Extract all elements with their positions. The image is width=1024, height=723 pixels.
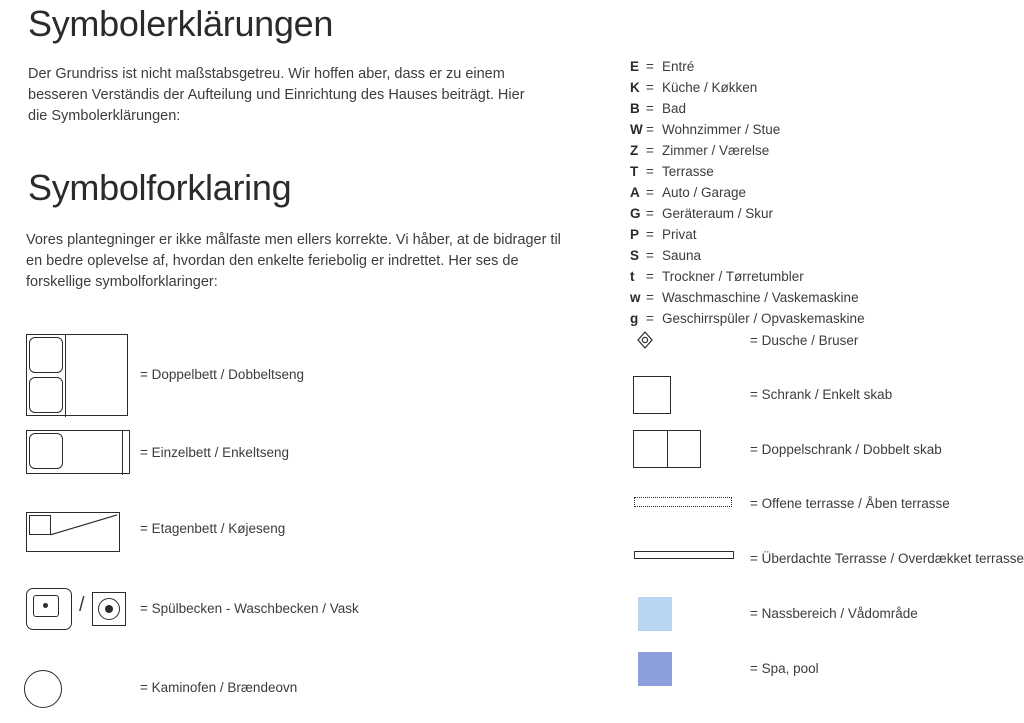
- sink-drain-dot: [43, 603, 48, 608]
- abbreviation-equals: =: [646, 164, 654, 179]
- spa-pool-swatch-icon: [638, 652, 672, 686]
- abbreviation-equals: =: [646, 143, 654, 158]
- abbreviation-equals: =: [646, 290, 654, 305]
- open-terrace-icon: [634, 497, 732, 507]
- bed-divider-line: [65, 335, 66, 417]
- abbreviation-row: [630, 224, 865, 245]
- abbreviation-row: [630, 56, 865, 77]
- bed-divider-line: [122, 431, 123, 475]
- abbreviation-text: Zimmer / Værelse: [662, 143, 770, 158]
- abbreviation-text: Geschirrspüler / Opvaskemaskine: [662, 311, 865, 326]
- open-terrace-label: = Offene terrasse / Åben terrasse: [750, 496, 950, 511]
- abbreviation-key: B: [630, 101, 640, 116]
- abbreviation-row: [630, 266, 865, 287]
- fireplace-stove-icon: [24, 670, 62, 708]
- abbreviation-equals: =: [646, 59, 654, 74]
- abbreviation-key: S: [630, 248, 640, 263]
- abbreviation-key: T: [630, 164, 639, 179]
- abbreviation-text: Sauna: [662, 248, 702, 263]
- abbreviation-equals: =: [646, 185, 654, 200]
- cabinet-label: = Schrank / Enkelt skab: [750, 387, 893, 402]
- washbasin-icon: [92, 592, 126, 626]
- abbreviation-row: [630, 182, 865, 203]
- washbasin-drain-dot: [105, 605, 113, 613]
- abbreviation-row: [630, 98, 865, 119]
- bunk-diagonal-line: [27, 513, 119, 551]
- intro-paragraph-dk: Vores plantegninger er ikke målfaste men ellers korrekte. Vi håber, at de bidrager til en bedre oplevelse af, hvordan den enkelte feriebolig er indrettet. Her ses de forskellige symbolforklaringer:: [26, 232, 561, 290]
- abbreviation-equals: =: [646, 206, 654, 221]
- single-bed-icon: [26, 430, 130, 474]
- abbreviation-equals: =: [646, 269, 654, 284]
- covered-terrace-label: = Überdachte Terrasse / Overdækket terrasse: [750, 551, 1024, 566]
- abbreviation-equals: =: [646, 80, 654, 95]
- sink-washbasin-label: = Spülbecken - Waschbecken / Vask: [140, 601, 359, 616]
- abbreviation-text: Bad: [662, 101, 687, 116]
- abbreviation-key: G: [630, 206, 641, 221]
- abbreviation-key: t: [630, 269, 635, 284]
- double-cabinet-icon: [633, 430, 701, 468]
- abbreviation-text: Küche / Køkken: [662, 80, 758, 95]
- abbreviation-equals: =: [646, 227, 654, 242]
- abbreviation-equals: =: [646, 101, 654, 116]
- abbreviation-key: w: [630, 290, 641, 305]
- wet-area-swatch-icon: [638, 597, 672, 631]
- shower-label: = Dusche / Bruser: [750, 333, 859, 348]
- abbreviation-equals: =: [646, 311, 654, 326]
- wet-area-label: = Nassbereich / Vådområde: [750, 606, 918, 621]
- cabinet-icon: [633, 376, 671, 414]
- abbreviation-text: Auto / Garage: [662, 185, 747, 200]
- covered-terrace-icon: [634, 551, 734, 559]
- abbreviation-key: W: [630, 122, 643, 137]
- cabinet-divider-line: [667, 431, 668, 467]
- abbreviation-text: Entré: [662, 59, 695, 74]
- abbreviation-equals: =: [646, 122, 654, 137]
- abbreviation-list: [630, 56, 865, 329]
- abbreviation-text: Waschmaschine / Vaskemaskine: [662, 290, 859, 305]
- abbreviation-row: [630, 119, 865, 140]
- spa-pool-label: = Spa, pool: [750, 661, 819, 676]
- shower-icon: [635, 330, 655, 350]
- abbreviation-text: Terrasse: [662, 164, 714, 179]
- bunk-bed-icon: [26, 512, 120, 552]
- double-bed-icon: [26, 334, 128, 416]
- abbreviation-key: A: [630, 185, 640, 200]
- double-bed-label: = Doppelbett / Dobbeltseng: [140, 367, 304, 382]
- abbreviation-text: Geräteraum / Skur: [662, 206, 774, 221]
- abbreviation-key: K: [630, 80, 640, 95]
- abbreviation-text: Privat: [662, 227, 697, 242]
- double-cabinet-label: = Doppelschrank / Dobbelt skab: [750, 442, 942, 457]
- abbreviation-row: [630, 77, 865, 98]
- abbreviation-text: Trockner / Tørretumbler: [662, 269, 804, 284]
- abbreviation-row: [630, 308, 865, 329]
- abbreviation-row: [630, 140, 865, 161]
- abbreviation-row: [630, 203, 865, 224]
- single-bed-label: = Einzelbett / Enkeltseng: [140, 445, 289, 460]
- page-title-de: Symbolerklärungen: [28, 3, 334, 44]
- abbreviation-row: [630, 245, 865, 266]
- sink-separator: /: [79, 594, 85, 616]
- pillow-shape: [29, 337, 63, 373]
- abbreviation-row: [630, 287, 865, 308]
- fireplace-stove-label: = Kaminofen / Brændeovn: [140, 680, 298, 695]
- intro-paragraph-de: Der Grundriss ist nicht maßstabsgetreu. Wir hoffen aber, dass er zu einem besseren Verständis der Aufteilung und Einrichtung des Hauses beiträgt. Hier die Symbolerklärungen:: [28, 66, 525, 124]
- abbreviation-row: [630, 161, 865, 182]
- abbreviation-key: E: [630, 59, 640, 74]
- abbreviation-key: Z: [630, 143, 639, 158]
- abbreviation-equals: =: [646, 248, 654, 263]
- pillow-shape: [29, 433, 63, 469]
- bunk-bed-label: = Etagenbett / Køjeseng: [140, 521, 286, 536]
- pillow-shape: [29, 377, 63, 413]
- abbreviation-key: g: [630, 311, 639, 326]
- abbreviation-text: Wohnzimmer / Stue: [662, 122, 781, 137]
- page-title-dk: Symbolforklaring: [28, 167, 292, 208]
- sink-icon: [26, 588, 72, 630]
- abbreviation-key: P: [630, 227, 640, 242]
